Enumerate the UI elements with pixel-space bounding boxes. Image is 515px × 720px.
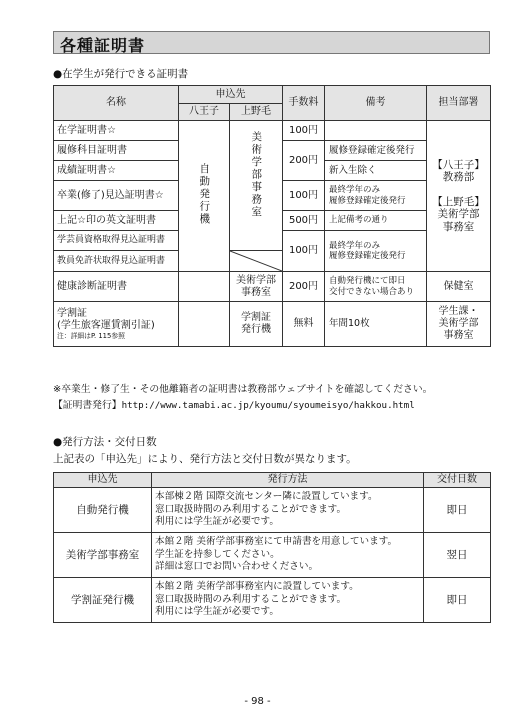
header-dept: 担当部署 [427, 86, 491, 121]
row-name: 成績証明書☆ [54, 161, 179, 181]
section2-heading: ●発行方法・交付日数 [53, 436, 157, 448]
row-remark: 履修登録確定後発行 [325, 141, 427, 161]
row-name: 健康診断証明書 [54, 272, 179, 302]
merged-hachioji [179, 121, 230, 272]
header-uenohara: 上野毛 [230, 104, 283, 121]
row-fee: 200円 [283, 141, 325, 181]
row-remark: 上記備考の通り [325, 211, 427, 231]
section2-intro: 上記表の「申込先」により、発行方法と交付日数が異なります。 [53, 453, 357, 465]
row-name: 学割証 (学生旅客運賃割引証) [57, 308, 155, 331]
row-name: 学芸員資格取得見込証明書 [54, 231, 179, 251]
header-hachioji: 八王子 [179, 104, 230, 121]
merged-hachioji-text: 自動発行機 [198, 162, 211, 226]
row-days: 即日 [424, 578, 491, 623]
hachioji-blank-cell [179, 272, 230, 302]
header-method: 発行方法 [152, 473, 424, 488]
section1-heading: ●在学生が発行できる証明書 [53, 68, 189, 80]
header-apply: 申込先 [179, 86, 283, 104]
row-apply: 美術学部事務室 [54, 533, 152, 578]
merged-dept: 【八王子】 教務部 【上野毛】 美術学部 事務室 [427, 121, 491, 272]
row-apply: 自動発行機 [54, 488, 152, 533]
footnote-url-label: 【証明書発行】 [53, 400, 122, 411]
footnote-graduates: ※卒業生・修了生・その他離籍者の証明書は教務部ウェブサイトを確認してください。 [53, 384, 433, 395]
header-fee: 手数料 [283, 86, 325, 121]
diagonal-cell [230, 251, 283, 272]
page-title: 各種証明書 [60, 36, 146, 55]
row-name: 上記☆印の英文証明書 [54, 211, 179, 231]
row-fee: 100円 [283, 121, 325, 141]
row-uenohara: 美術学部 事務室 [230, 272, 283, 302]
merged-uenohara-text: 美術学部事務室 [250, 131, 263, 219]
certificates-table [53, 85, 491, 347]
footnote-url[interactable]: http://www.tamabi.ac.jp/kyoumu/syoumeisyo/hakkou.html [121, 400, 415, 411]
row-dept: 学生課・ 美術学部 事務室 [427, 302, 491, 347]
page-number: - 98 - [244, 696, 271, 707]
row-name: 在学証明書☆ [54, 121, 179, 141]
row-fee: 100円 [283, 231, 325, 272]
header-days: 交付日数 [424, 473, 491, 488]
row-name: 卒業(修了)見込証明書☆ [54, 181, 179, 211]
row-days: 翌日 [424, 533, 491, 578]
row-uenohara: 学割証 発行機 [230, 302, 283, 347]
row-method: 本館２階 美術学部事務室内に設置しています。 窓口取扱時間のみ利用することができます。 利用には学生証が必要です。 [152, 578, 424, 623]
row-name-note: 注：詳細はP. 115参照 [57, 331, 125, 340]
hachioji-blank-cell [179, 302, 230, 347]
merged-uenohara [230, 121, 283, 251]
page-title-bar [53, 31, 490, 54]
footnote-url-line [53, 397, 415, 411]
row-name: 教員免許状取得見込証明書 [54, 251, 179, 272]
row-name: 履修科目証明書 [54, 141, 179, 161]
row-days: 即日 [424, 488, 491, 533]
row-remark: 新入生除く [325, 161, 427, 181]
row-remark: 最終学年のみ 履修登録確定後発行 [325, 181, 427, 211]
row-remark [325, 121, 427, 141]
header-remarks: 備考 [325, 86, 427, 121]
row-dept: 保健室 [427, 272, 491, 302]
header-name: 名称 [54, 86, 179, 121]
row-apply: 学割証発行機 [54, 578, 152, 623]
row-fee: 200円 [283, 272, 325, 302]
row-remark: 最終学年のみ 履修登録確定後発行 [325, 231, 427, 272]
row-remark: 年間10枚 [325, 302, 427, 347]
row-method: 本館２階 美術学部事務室にて申請書を用意しています。 学生証を持参してください。 詳細は窓口でお問い合わせください。 [152, 533, 424, 578]
row-fee: 無料 [283, 302, 325, 347]
issuance-method-table [53, 472, 491, 623]
row-name-cell [54, 302, 179, 347]
row-method: 本部棟２階 国際交流センター隣に設置しています。 窓口取扱時間のみ利用することができます。 利用には学生証が必要です。 [152, 488, 424, 533]
row-fee: 100円 [283, 181, 325, 211]
row-remark: 自動発行機にて即日 交付できない場合あり [325, 272, 427, 302]
row-fee: 500円 [283, 211, 325, 231]
header-apply: 申込先 [54, 473, 152, 488]
diagonal-line [230, 251, 282, 271]
